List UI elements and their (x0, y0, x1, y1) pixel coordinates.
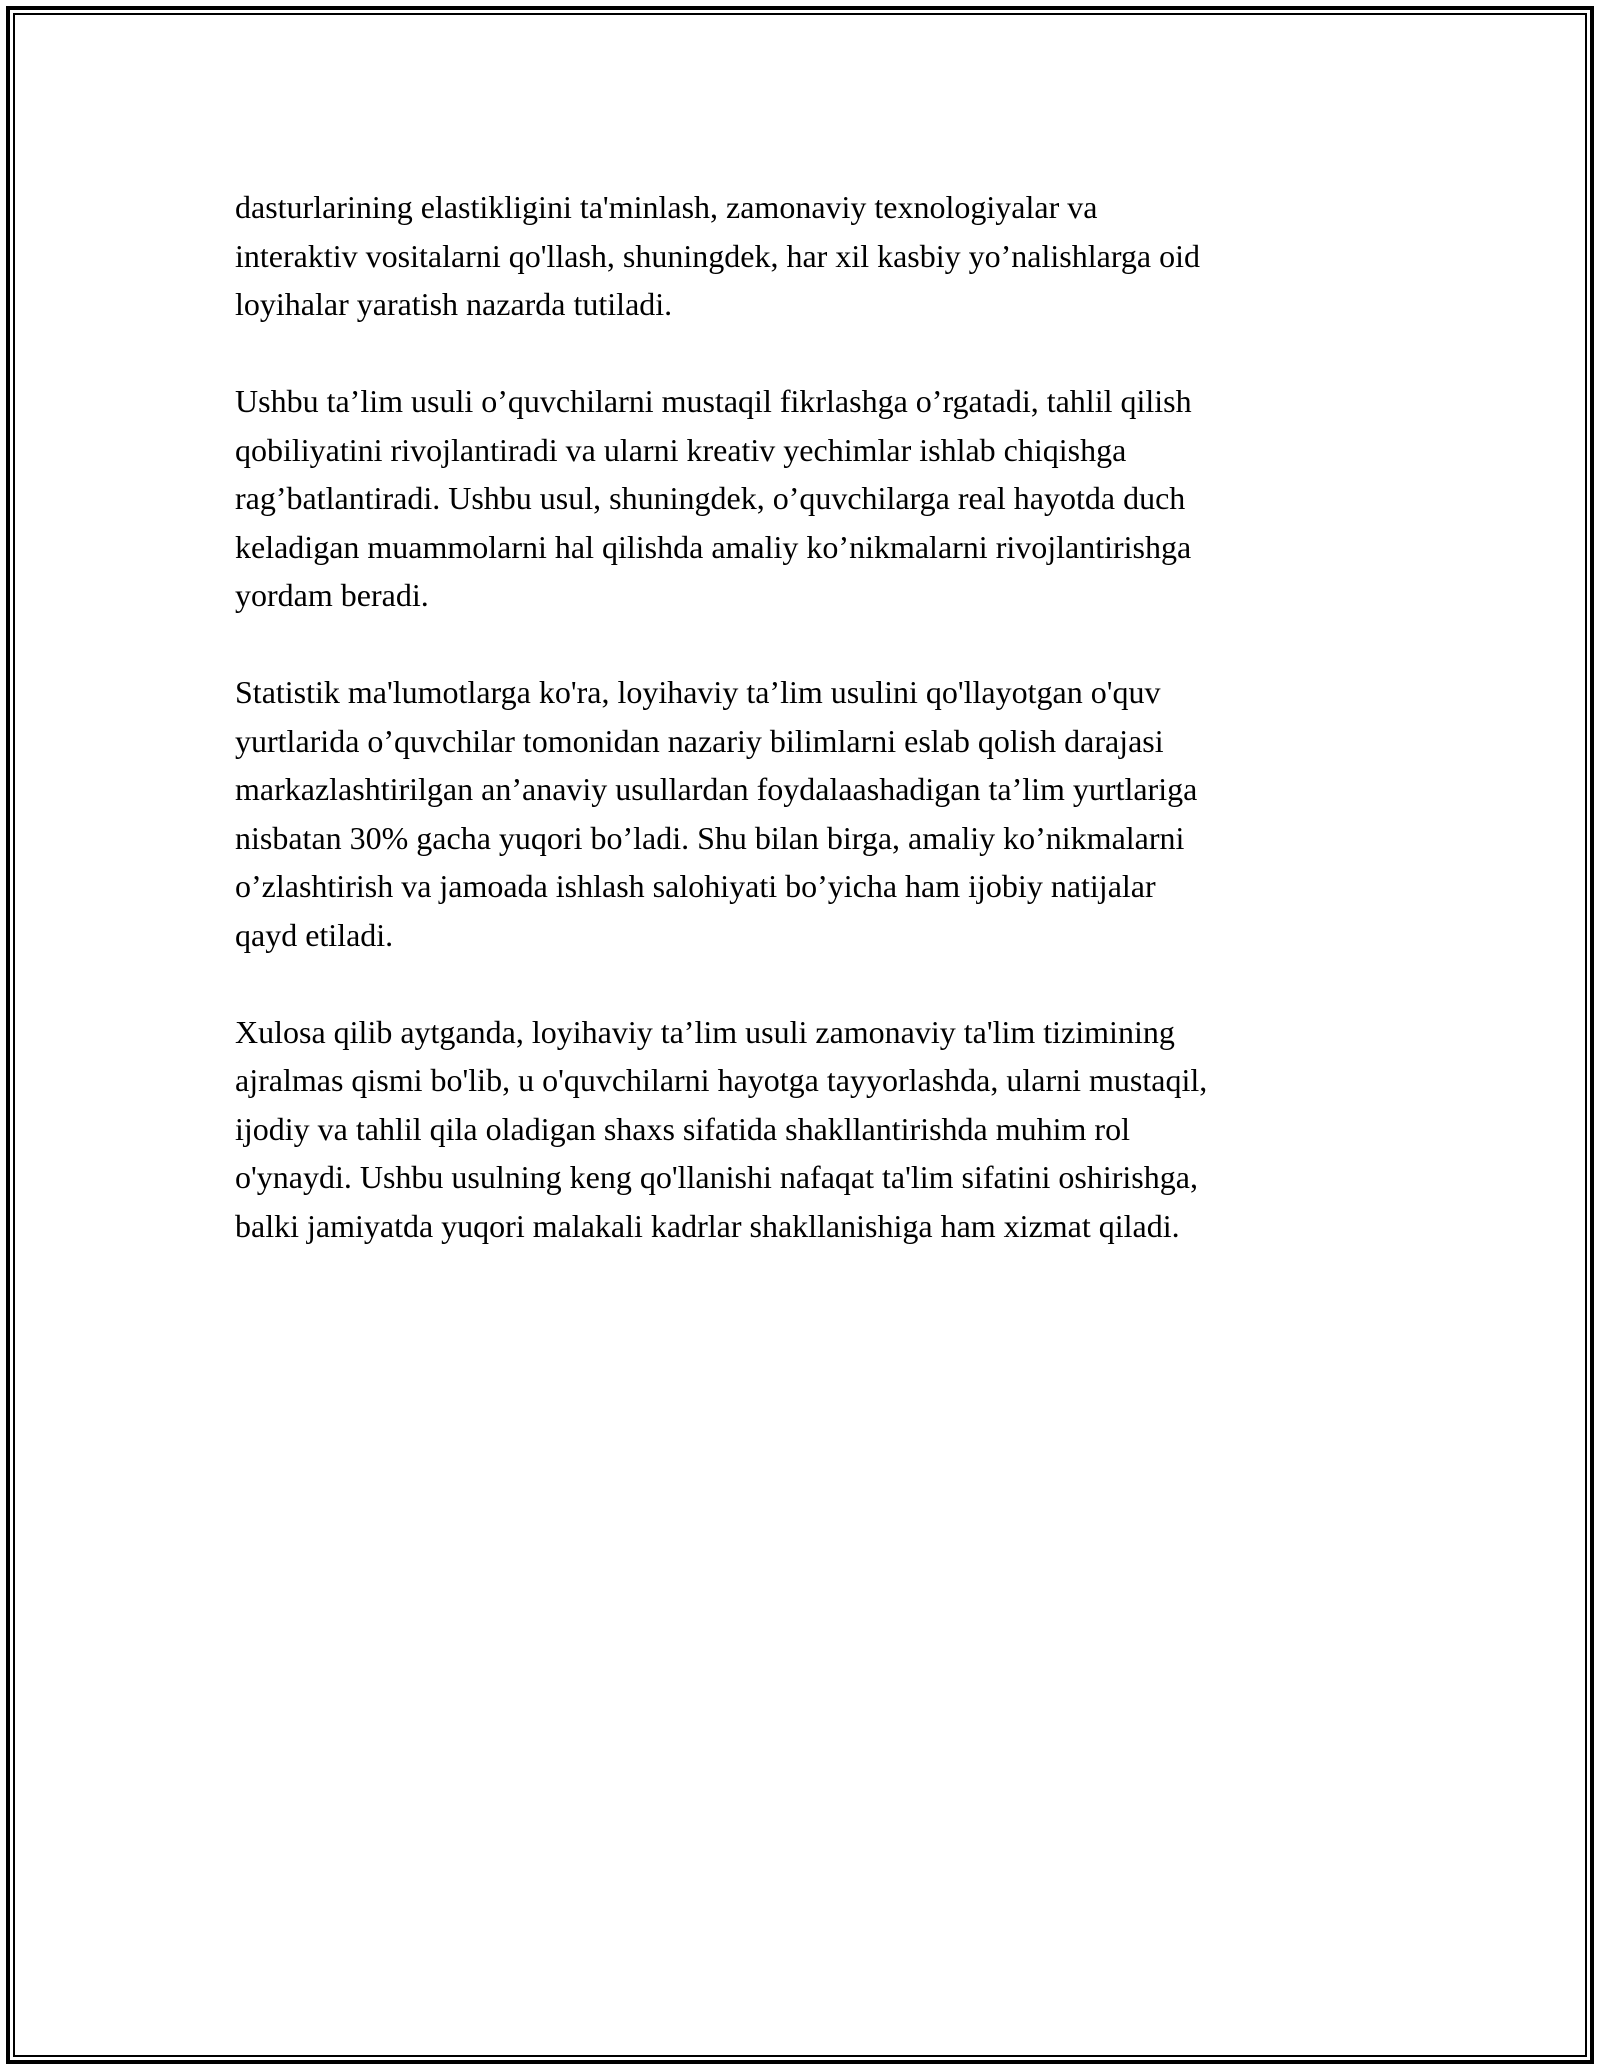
text-line: keladigan muammolarni hal qilishda amaliy ko’nikmalarni rivojlantirishga (235, 528, 1192, 565)
text-line: o’zlashtirish va jamoada ishlash salohiyati bo’yicha ham ijobiy natijalar (235, 868, 1156, 904)
text-line: ajralmas qismi bo'lib, u o'quvchilarni hayotga tayyorlashda, ularni mustaqil, (235, 1062, 1208, 1098)
text-line: interaktiv vositalarni qo'llash, shuningdek, har xil kasbiy yo’nalishlarga oid (235, 237, 1200, 274)
text-line: Ushbu ta’lim usuli o’quvchilarni mustaqil fikrlashga o’rgatadi, tahlil qilish (235, 383, 1192, 419)
text-line: o'ynaydi. Ushbu usulning keng qo'llanishi nafaqat ta'lim sifatini oshirishga, (235, 1159, 1198, 1195)
text-line: Xulosa qilib aytganda, loyihaviy ta’lim usuli zamonaviy ta'lim tizimining (235, 1013, 1175, 1050)
text-line: balki jamiyatda yuqori malakali kadrlar shakllanishiga ham xizmat qiladi. (235, 1207, 1180, 1244)
text-line: dasturlarining elastikligini ta'minlash, zamonaviy texnologiyalar va (235, 189, 1098, 225)
text-line: loyihalar yaratish nazarda tutiladi. (235, 286, 673, 322)
text-line: ijodiy va tahlil qila oladigan shaxs sifatida shakllantirishda muhim rol (235, 1110, 1130, 1147)
page-body (235, 183, 1365, 1299)
text-line: rag’batlantiradi. Ushbu usul, shuningdek, o’quvchilarga real hayotda duch (235, 480, 1186, 516)
text-line: qobiliyatini rivojlantiradi va ularni kreativ yechimlar ishlab chiqishga (235, 431, 1127, 468)
text-line: qayd etiladi. (235, 916, 394, 953)
text-line: nisbatan 30% gacha yuqori bo’ladi. Shu bilan birga, amaliy ko’nikmalarni (235, 819, 1185, 856)
paragraph-2 (235, 377, 1365, 620)
paragraph-1 (235, 183, 1365, 329)
paragraph-3 (235, 668, 1365, 959)
text-line: yurtlarida o’quvchilar tomonidan nazariy bilimlarni eslab qolish darajasi (235, 722, 1164, 759)
paragraph-4 (235, 1008, 1365, 1251)
text-line: yordam beradi. (235, 577, 429, 613)
text-line: Statistik ma'lumotlarga ko'ra, loyihaviy ta’lim usulini qo'llayotgan o'quv (235, 674, 1161, 710)
text-line: markazlashtirilgan an’anaviy usullardan foydalaashadigan ta’lim yurtlariga (235, 771, 1198, 807)
